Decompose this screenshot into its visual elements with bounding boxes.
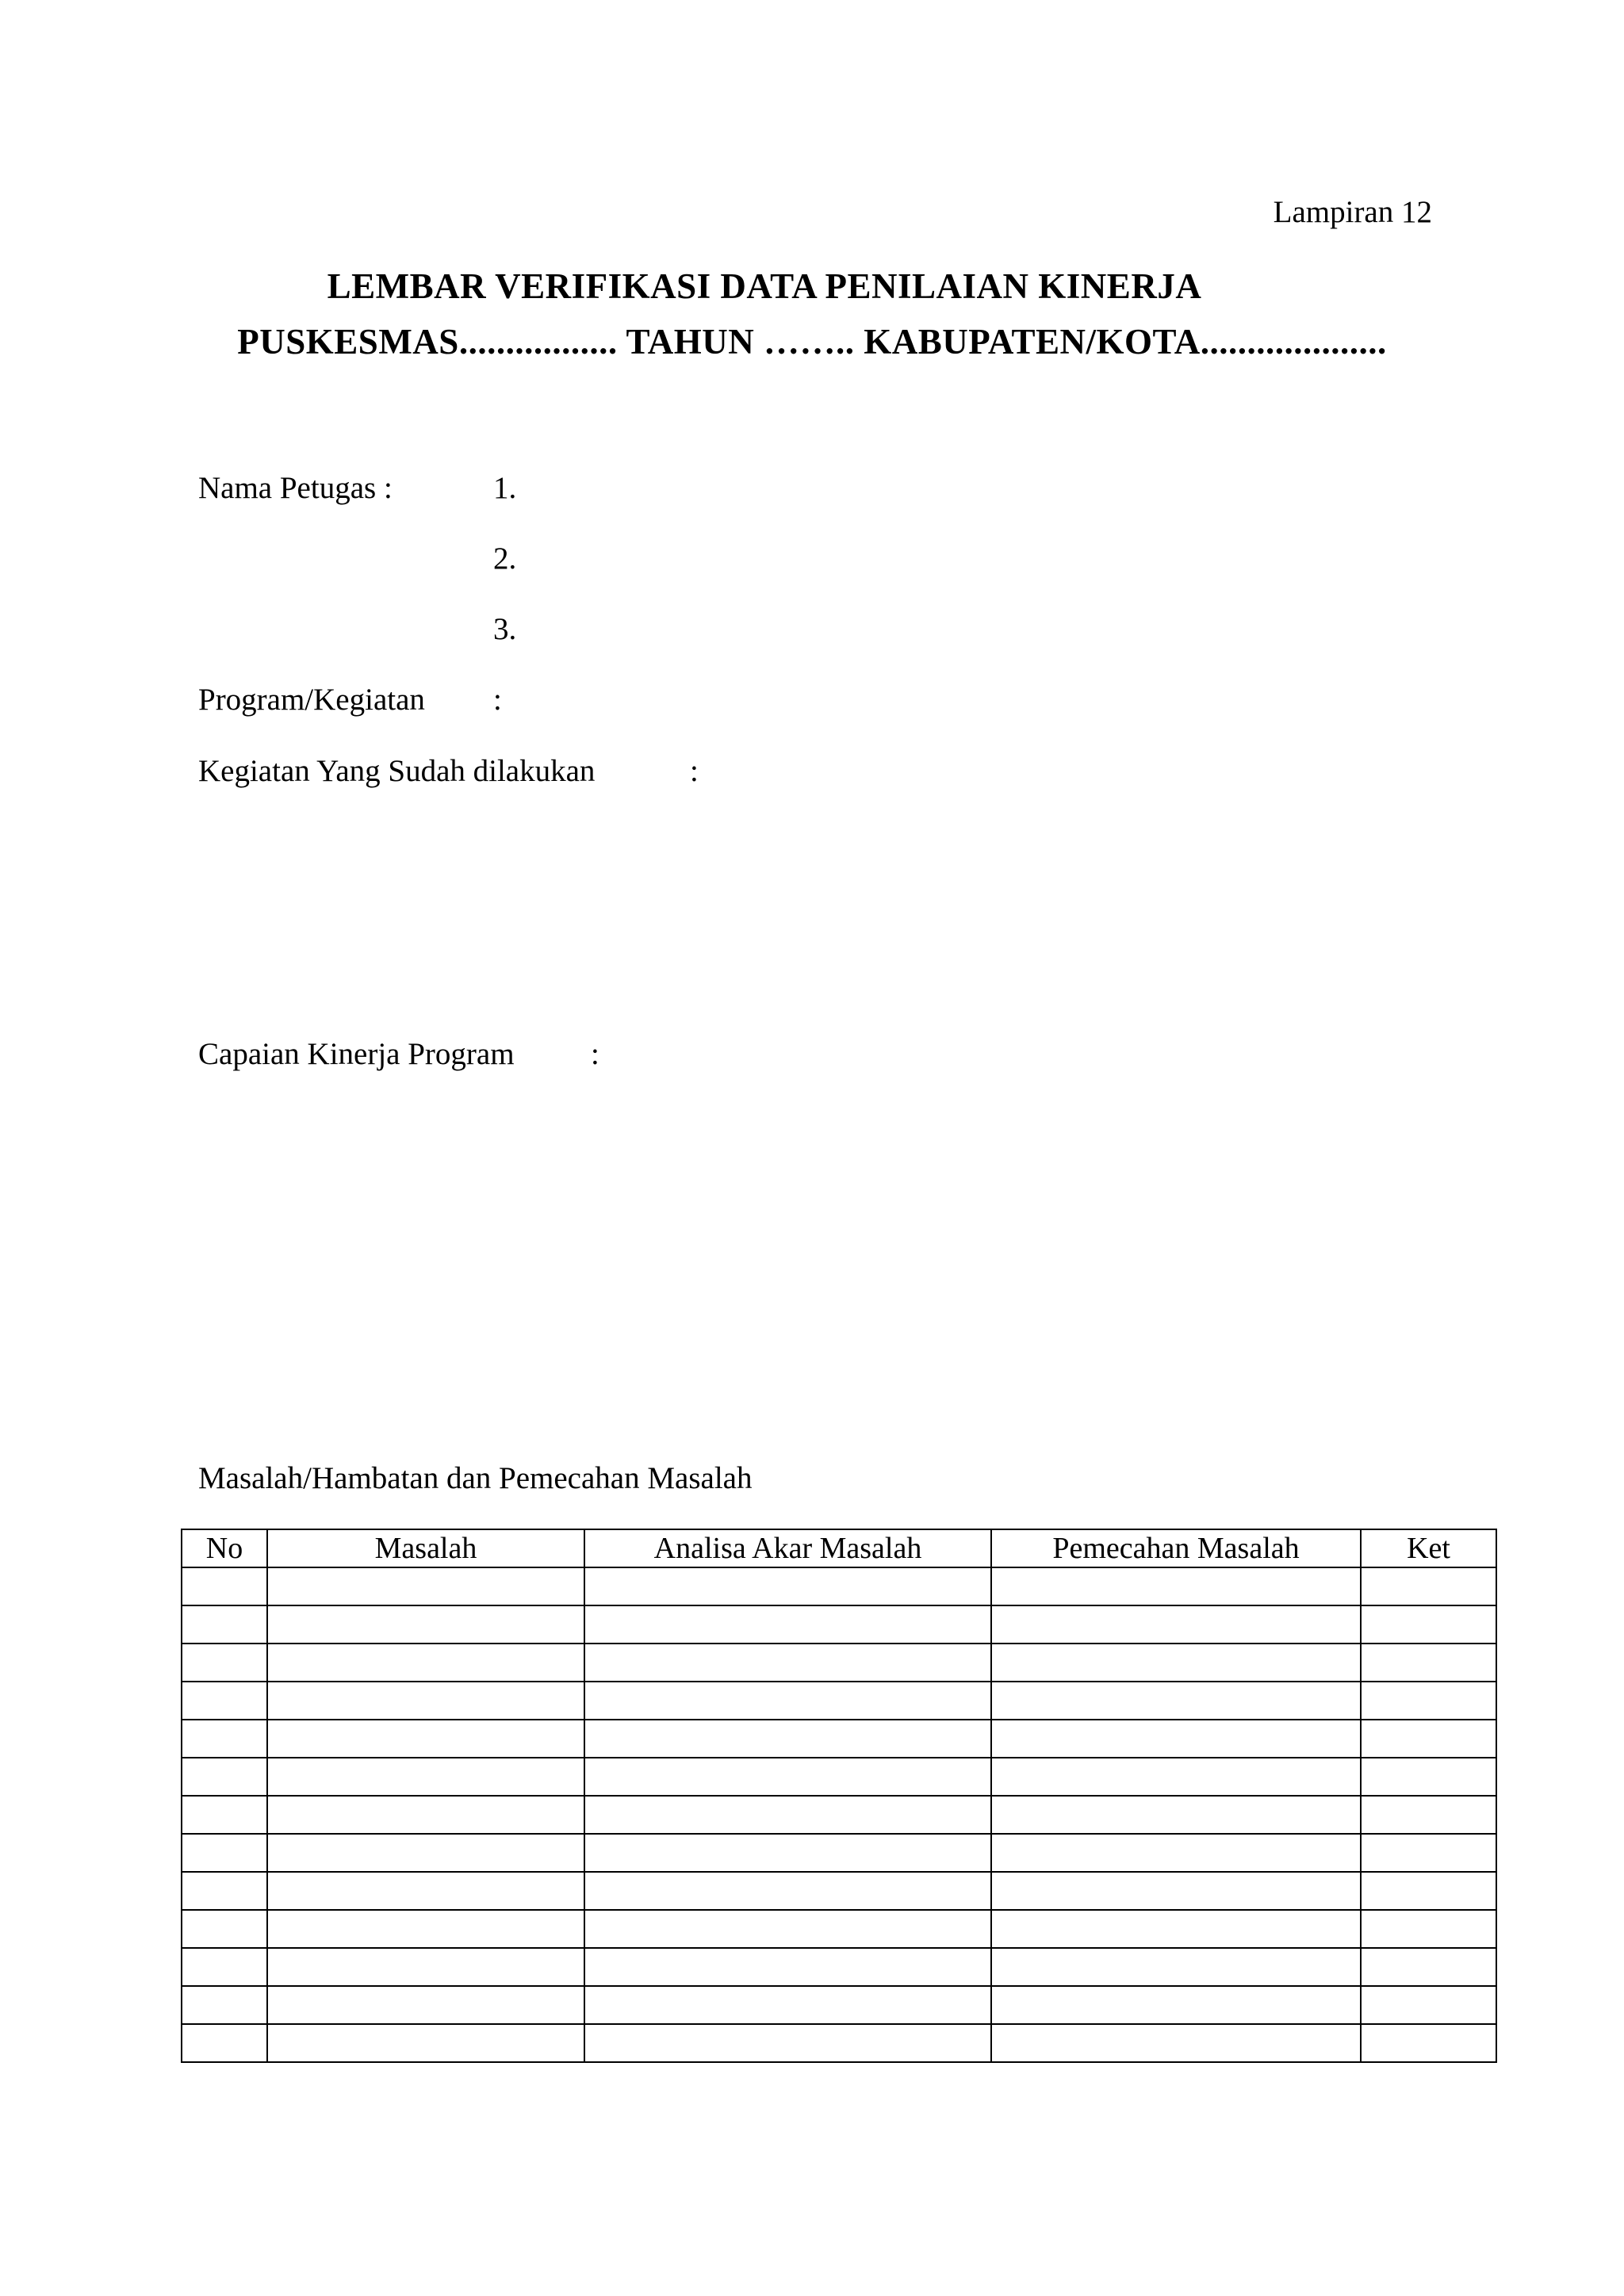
table-row	[182, 1796, 1496, 1834]
table-row	[182, 1758, 1496, 1796]
table-body	[182, 1567, 1496, 2062]
table-cell-masalah	[267, 1720, 584, 1758]
table-cell-no	[182, 1910, 267, 1948]
table-cell-no	[182, 1948, 267, 1986]
table-cell-ket	[1361, 2024, 1496, 2062]
table-cell-pemecahan	[991, 1644, 1361, 1682]
table-cell-ket	[1361, 1910, 1496, 1948]
table-cell-masalah	[267, 1872, 584, 1910]
table-row	[182, 1720, 1496, 1758]
table-cell-ket	[1361, 1567, 1496, 1605]
table-cell-no	[182, 1796, 267, 1834]
table-cell-no	[182, 1834, 267, 1872]
table-row	[182, 1567, 1496, 1605]
table-cell-pemecahan	[991, 1758, 1361, 1796]
document-title-line-1: LEMBAR VERIFIKASI DATA PENILAIAN KINERJA	[327, 266, 1202, 306]
petugas-number-2: 2.	[493, 541, 517, 576]
table-cell-ket	[1361, 1796, 1496, 1834]
col-header-pemecahan: Pemecahan Masalah	[991, 1529, 1361, 1567]
table-cell-analisa	[584, 2024, 991, 2062]
col-header-masalah: Masalah	[267, 1529, 584, 1567]
masalah-section-title: Masalah/Hambatan dan Pemecahan Masalah	[198, 1461, 753, 1495]
table-cell-analisa	[584, 1758, 991, 1796]
table-row	[182, 1948, 1496, 1986]
table-cell-analisa	[584, 1910, 991, 1948]
nama-petugas-label: Nama Petugas :	[198, 471, 393, 505]
table-row	[182, 1605, 1496, 1644]
table-cell-masalah	[267, 1948, 584, 1986]
table-cell-ket	[1361, 1872, 1496, 1910]
table-cell-pemecahan	[991, 2024, 1361, 2062]
table-row	[182, 1682, 1496, 1720]
table-row	[182, 1872, 1496, 1910]
table-cell-analisa	[584, 1644, 991, 1682]
table-cell-ket	[1361, 1644, 1496, 1682]
lampiran-label: Lampiran 12	[1273, 195, 1432, 229]
table-cell-masalah	[267, 1986, 584, 2024]
table-cell-ket	[1361, 1834, 1496, 1872]
table-cell-masalah	[267, 1567, 584, 1605]
table-cell-no	[182, 1720, 267, 1758]
table-cell-ket	[1361, 1682, 1496, 1720]
table-cell-pemecahan	[991, 1605, 1361, 1644]
table-cell-ket	[1361, 1948, 1496, 1986]
table-row	[182, 1644, 1496, 1682]
table-header-row	[182, 1529, 1496, 1567]
table-cell-pemecahan	[991, 1910, 1361, 1948]
table-row	[182, 2024, 1496, 2062]
table-cell-ket	[1361, 1986, 1496, 2024]
table-cell-masalah	[267, 1605, 584, 1644]
table-cell-pemecahan	[991, 1986, 1361, 2024]
table-cell-masalah	[267, 1758, 584, 1796]
table-cell-no	[182, 1682, 267, 1720]
table-row	[182, 1986, 1496, 2024]
table-cell-no	[182, 1986, 267, 2024]
table-cell-analisa	[584, 1986, 991, 2024]
table-row	[182, 1910, 1496, 1948]
table-cell-masalah	[267, 1834, 584, 1872]
table-cell-masalah	[267, 1644, 584, 1682]
col-header-ket: Ket	[1361, 1529, 1496, 1567]
table-cell-analisa	[584, 1872, 991, 1910]
table-cell-pemecahan	[991, 1720, 1361, 1758]
table-cell-pemecahan	[991, 1834, 1361, 1872]
table-cell-no	[182, 1758, 267, 1796]
table-cell-pemecahan	[991, 1796, 1361, 1834]
table-cell-analisa	[584, 1834, 991, 1872]
table-cell-ket	[1361, 1720, 1496, 1758]
table-cell-pemecahan	[991, 1872, 1361, 1910]
table-cell-pemecahan	[991, 1682, 1361, 1720]
table-cell-pemecahan	[991, 1567, 1361, 1605]
table-cell-masalah	[267, 1796, 584, 1834]
petugas-number-1: 1.	[493, 471, 517, 505]
table-cell-pemecahan	[991, 1948, 1361, 1986]
table-cell-no	[182, 1644, 267, 1682]
masalah-table	[181, 1529, 1497, 2063]
table-row	[182, 1834, 1496, 1872]
table-cell-ket	[1361, 1605, 1496, 1644]
document-title-line-2: PUSKESMAS................. TAHUN …….. KABUPATEN/KOTA....................	[237, 322, 1387, 362]
table-cell-analisa	[584, 1682, 991, 1720]
col-header-analisa: Analisa Akar Masalah	[584, 1529, 991, 1567]
table-cell-ket	[1361, 1758, 1496, 1796]
table-cell-analisa	[584, 1948, 991, 1986]
petugas-number-3: 3.	[493, 612, 517, 646]
program-kegiatan-colon: :	[493, 683, 502, 717]
table-cell-masalah	[267, 1682, 584, 1720]
capaian-kinerja-colon: :	[591, 1037, 599, 1071]
col-header-no: No	[182, 1529, 267, 1567]
table-cell-analisa	[584, 1605, 991, 1644]
table-cell-masalah	[267, 2024, 584, 2062]
table-cell-analisa	[584, 1796, 991, 1834]
table-cell-no	[182, 1605, 267, 1644]
table-cell-masalah	[267, 1910, 584, 1948]
kegiatan-sudah-colon: :	[690, 754, 699, 788]
table-cell-no	[182, 1872, 267, 1910]
table-cell-analisa	[584, 1567, 991, 1605]
program-kegiatan-label: Program/Kegiatan	[198, 683, 425, 717]
capaian-kinerja-label: Capaian Kinerja Program	[198, 1037, 515, 1071]
kegiatan-sudah-label: Kegiatan Yang Sudah dilakukan	[198, 754, 596, 788]
table-cell-no	[182, 1567, 267, 1605]
table-cell-analisa	[584, 1720, 991, 1758]
table-cell-no	[182, 2024, 267, 2062]
